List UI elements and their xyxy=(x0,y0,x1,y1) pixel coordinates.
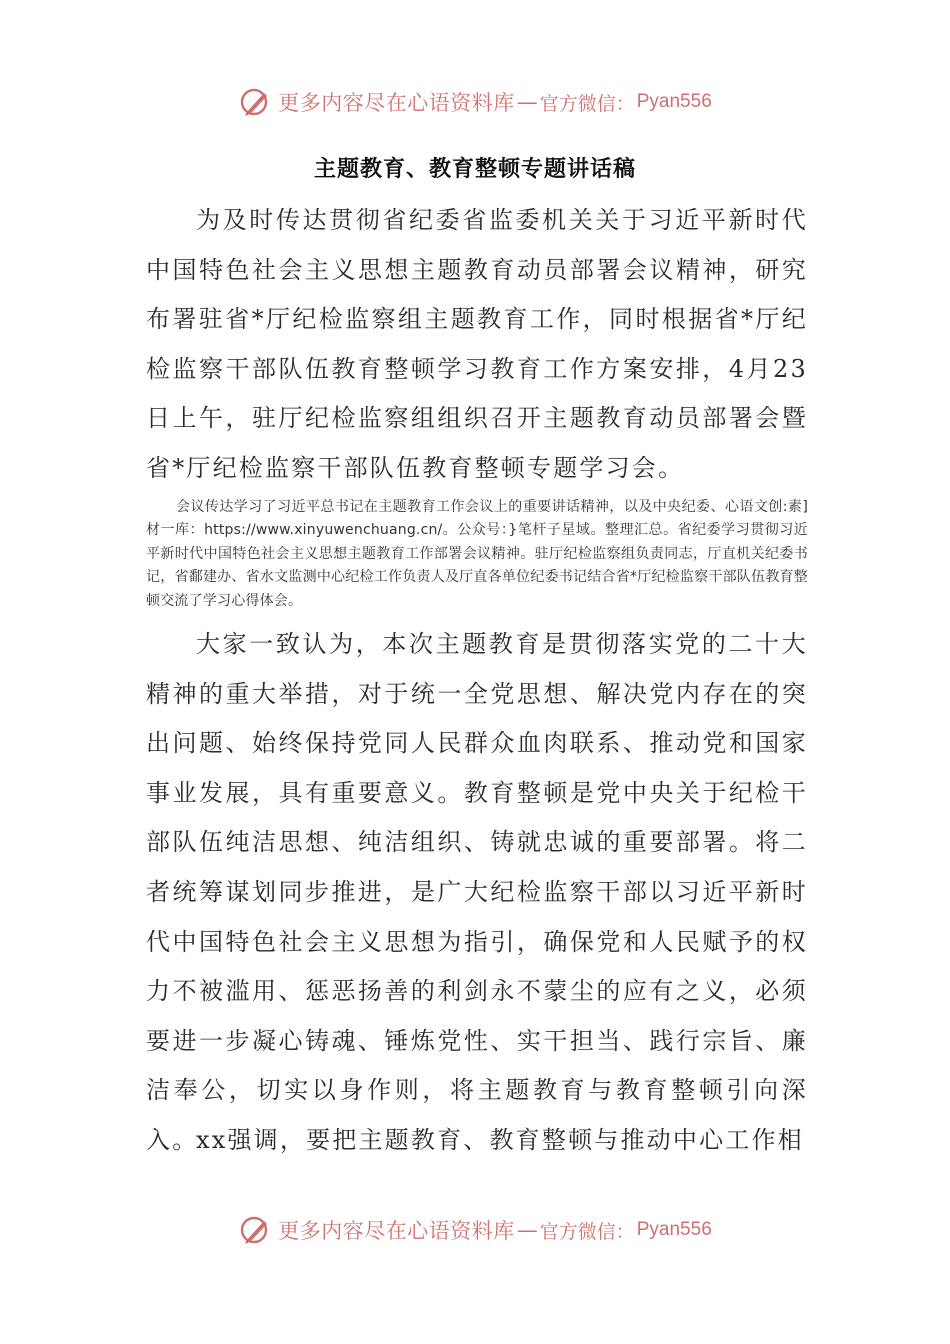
banner-wechat-label: 官方微信： xyxy=(539,1220,635,1243)
footer-banner xyxy=(0,1210,950,1250)
header-banner xyxy=(0,82,950,122)
paragraph-2: 会议传达学习了习近平总书记在主题教育工作会议上的重要讲话精神，以及中央纪委、心语文创:素]材一库：https://www.xinyuwenchuang.cn/。公众号：}笔杆子星域。整理汇总。省纪委学习贯彻习近平新时代中国特色社会主义思想主题教育工作部署会议精神。驻厅纪检监察组负责同志，厅直机关纪委书记，省鄱建办、省水文监测中心纪检工作负责人及厅直各单位纪委书记结合省*厅纪检监察干部队伍教育整顿交流了学习心得体会。 xyxy=(146,499,808,609)
paragraph-4: xx强调，要把主题教育、教育整顿与推动中心工作相 xyxy=(196,1126,804,1154)
pen-logo-icon xyxy=(238,1213,272,1247)
document-title: 主题教育、教育整顿专题讲话稿 xyxy=(313,157,636,182)
banner-wechat-label: 官方微信： xyxy=(539,92,635,115)
banner-text: 更多内容尽在心语资料库 xyxy=(278,91,515,115)
banner-wechat-handle: Pyan556 xyxy=(636,1219,712,1240)
banner-separator: — xyxy=(516,1218,538,1242)
paragraph-3: 大家一致认为，本次主题教育是贯彻落实党的二十大精神的重大举措，对于统一全党思想、解决党内存在的突出问题、始终保持党同人民群众血肉联系、推动党和国家事业发展，具有重要意义。教育整顿是党中央关于纪检干部队伍纯洁思想、纯洁组织、铸就忠诚的重要部署。将二者统筹谋划同步推进，是广大纪检监察干部以习近平新时代中国特色社会主义思想为指引，确保党和人民赋予的权力不被滥用、惩恶扬善的利剑永不蒙尘的应有之义，必须要进一步凝心铸魂、锤炼党性、实干担当、践行宗旨、廉洁奉公，切实以身作则，将主题教育与教育整顿引向深入。 xyxy=(146,630,808,1154)
pen-logo-icon xyxy=(238,85,272,119)
banner-separator: — xyxy=(516,90,538,114)
paragraph-1: 为及时传达贯彻省纪委省监委机关关于习近平新时代中国特色社会主义思想主题教育动员部署会议精神，研究布署驻省*厅纪检监察组主题教育工作，同时根据省*厅纪检监察干部队伍教育整顿学习教育工作方案安排，4月23日上午，驻厅纪检监察组组织召开主题教育动员部署会暨省*厅纪检监察干部队伍教育整顿专题学习会。 xyxy=(146,206,808,482)
banner-text: 更多内容尽在心语资料库 xyxy=(278,1219,515,1243)
banner-wechat-handle: Pyan556 xyxy=(636,91,712,112)
